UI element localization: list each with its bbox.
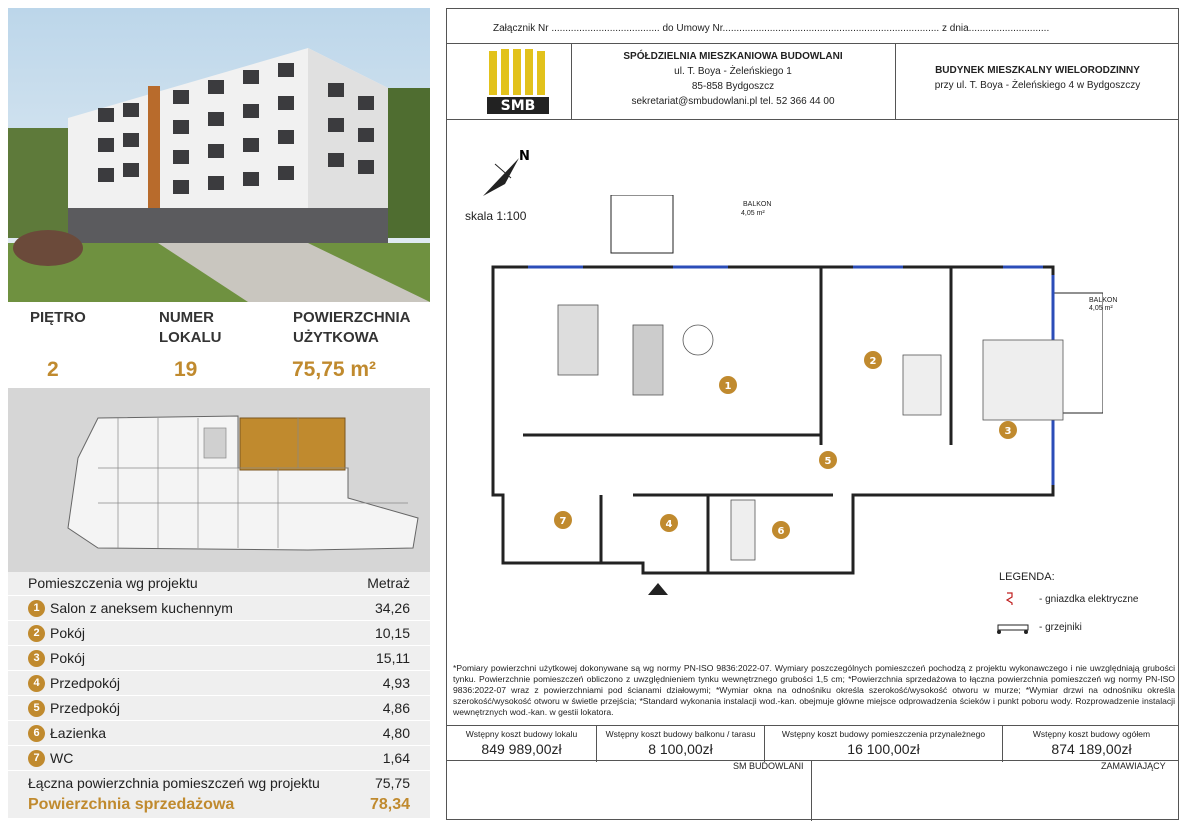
room-area: 4,93 [382, 675, 410, 691]
building-address: przy ul. T. Boya - Żeleńskiego 4 w Bydgoszczy [934, 80, 1141, 91]
cost-value: 874 189,00zł [1051, 741, 1132, 757]
cost-cell [765, 726, 1003, 762]
signature-right: ZAMAWIAJĄCY [1101, 761, 1166, 771]
rooms-header [28, 572, 410, 594]
balcony-label-top: BALKON [743, 201, 772, 208]
room-number-badge: 1 [28, 600, 45, 617]
total-area-row [28, 772, 410, 794]
room-row [28, 672, 410, 694]
room-name: Przedpokój [50, 700, 121, 716]
cost-value: 849 989,00zł [481, 741, 562, 757]
annex-line: Załącznik Nr ....................................... do Umowy Nr.............................................................................. z dnia............................. [493, 23, 1050, 34]
floor-value: 2 [47, 358, 59, 381]
room-number-badge: 6 [28, 725, 45, 742]
floor-label: PIĘTRO [30, 309, 86, 326]
unit-value: 19 [174, 358, 198, 381]
balcony-area-top: 4,05 m² [741, 210, 765, 217]
room-number-badge: 2 [28, 625, 45, 642]
svg-text:1: 1 [724, 381, 732, 392]
cost-cell [1003, 726, 1180, 762]
socket-icon [1005, 591, 1015, 607]
room-name: Salon z aneksem kuchennym [50, 600, 233, 616]
costs-row [447, 725, 1178, 761]
cost-value: 16 100,00zł [847, 741, 920, 757]
signature-left: SM BUDOWLANI [733, 761, 804, 771]
svg-text:5: 5 [824, 456, 832, 467]
room-row [28, 722, 410, 744]
notes-text: *Pomiary powierzchni użytkowej dokonywane są wg normy PN-ISO 9836:2022-07. Wymiary poszczególnych pomieszczeń pochodzą z projektu wykonawczego i nie uwzględniają grubości tynku. Powierzchnie pomieszczeń obliczono z uwzględnieniem tynku wewnętrznego grubości 1,5 cm; *Powierzchnia sprzedażowa to łączna powierzchnia pomieszczeń wg normy PN-ISO 9836:2022-07 wraz z powierzchniami pod ścianami działowymi; *Wymiar okna na odnośniku określa szerokość/wysokość otworu w murze; *Wymiar drzwi na odnośniku określa szerokość/wysokość otworu w świetle przejścia; *Standard wykonania instalacji wod.-kan. obejmuje główne miejsce odprowadzenia ścieków i punkt poboru wody. Rozprowadzenie instalacji wewnętrznych wod.-kan. w gestii lokatora. [453, 663, 1175, 717]
company-address-2: 85-858 Bydgoszcz [691, 81, 775, 92]
legend-socket: - gniazdka elektryczne [1039, 594, 1139, 605]
company-contact: sekretariat@smbudowlani.pl tel. 52 366 44 00 [631, 96, 835, 107]
balcony-area-side: 4,05 m² [1089, 305, 1113, 312]
room-name: WC [50, 750, 74, 766]
floor-plan-sheet [446, 8, 1179, 820]
company-block [571, 49, 895, 109]
cost-label: Wstępny koszt budowy lokalu [465, 729, 578, 739]
radiator-icon [995, 621, 1031, 635]
room-row [28, 622, 410, 644]
room-name: Pokój [50, 650, 86, 666]
room-area: 4,80 [382, 725, 410, 741]
north-label: N [519, 149, 530, 164]
cost-value: 8 100,00zł [648, 741, 713, 757]
cost-label: Wstępny koszt budowy balkonu / tarasu [605, 729, 756, 739]
room-name: Pokój [50, 625, 86, 641]
legend-title: LEGENDA: [999, 571, 1055, 583]
area-value: 75,75 m² [292, 358, 377, 381]
sale-area-value: 78,34 [369, 796, 410, 813]
area-label [293, 308, 411, 348]
room-row [28, 597, 410, 619]
room-number-badge: 5 [28, 700, 45, 717]
sale-area-label: Powierzchnia sprzedażowa [28, 796, 235, 813]
svg-text:2: 2 [869, 356, 877, 367]
smb-logo [487, 47, 552, 115]
room-number-badge: 4 [28, 675, 45, 692]
room-area: 1,64 [382, 750, 410, 766]
legend-radiator: - grzejniki [1039, 622, 1082, 633]
scale-label: skala 1:100 [465, 209, 527, 223]
room-number-badge: 7 [28, 750, 45, 767]
building-title: BUDYNEK MIESZKALNY WIELORODZINNY [935, 65, 1140, 76]
logo-text: SMB [500, 98, 536, 114]
floor-key-plan [8, 388, 430, 572]
room-row [28, 747, 410, 769]
left-panel [0, 0, 430, 824]
cost-cell [447, 726, 597, 762]
svg-text:7: 7 [559, 516, 567, 527]
area-label-line1: POWIERZCHNIA [293, 309, 411, 326]
cost-cell [597, 726, 765, 762]
room-row [28, 647, 410, 669]
rooms-header-left: Pomieszczenia wg projektu [28, 575, 198, 591]
room-area: 34,26 [374, 600, 410, 616]
rooms-table [8, 572, 430, 818]
cost-label: Wstępny koszt budowy pomieszczenia przynależnego [781, 729, 986, 739]
company-name: SPÓŁDZIELNIA MIESZKANIOWA BUDOWLANI [623, 51, 843, 62]
room-number-badge: 3 [28, 650, 45, 667]
building-render-image [8, 8, 430, 302]
balcony-label-side: BALKON [1089, 297, 1118, 304]
unit-label-line1: NUMER [159, 309, 214, 326]
total-area-label: Łączna powierzchnia pomieszczeń wg projektu [28, 775, 320, 791]
area-label-line2: UŻYTKOWA [293, 329, 379, 346]
room-name: Łazienka [50, 725, 107, 741]
room-area: 15,11 [376, 650, 410, 666]
room-row [28, 697, 410, 719]
room-area: 4,86 [382, 700, 410, 716]
sale-area-row [28, 794, 410, 816]
company-address-1: ul. T. Boya - Żeleńskiego 1 [674, 66, 792, 77]
unit-label [159, 308, 222, 348]
floor-plan-drawing [483, 195, 1103, 595]
room-area: 10,15 [374, 625, 410, 641]
svg-text:4: 4 [665, 519, 673, 530]
total-area-value: 75,75 [374, 775, 410, 791]
unit-label-line2: LOKALU [159, 329, 222, 346]
room-name: Przedpokój [50, 675, 121, 691]
cost-label: Wstępny koszt budowy ogółem [1032, 729, 1151, 739]
svg-text:6: 6 [777, 526, 785, 537]
building-block [895, 63, 1180, 93]
svg-text:3: 3 [1004, 426, 1012, 437]
rooms-header-right: Metraż [367, 575, 410, 591]
